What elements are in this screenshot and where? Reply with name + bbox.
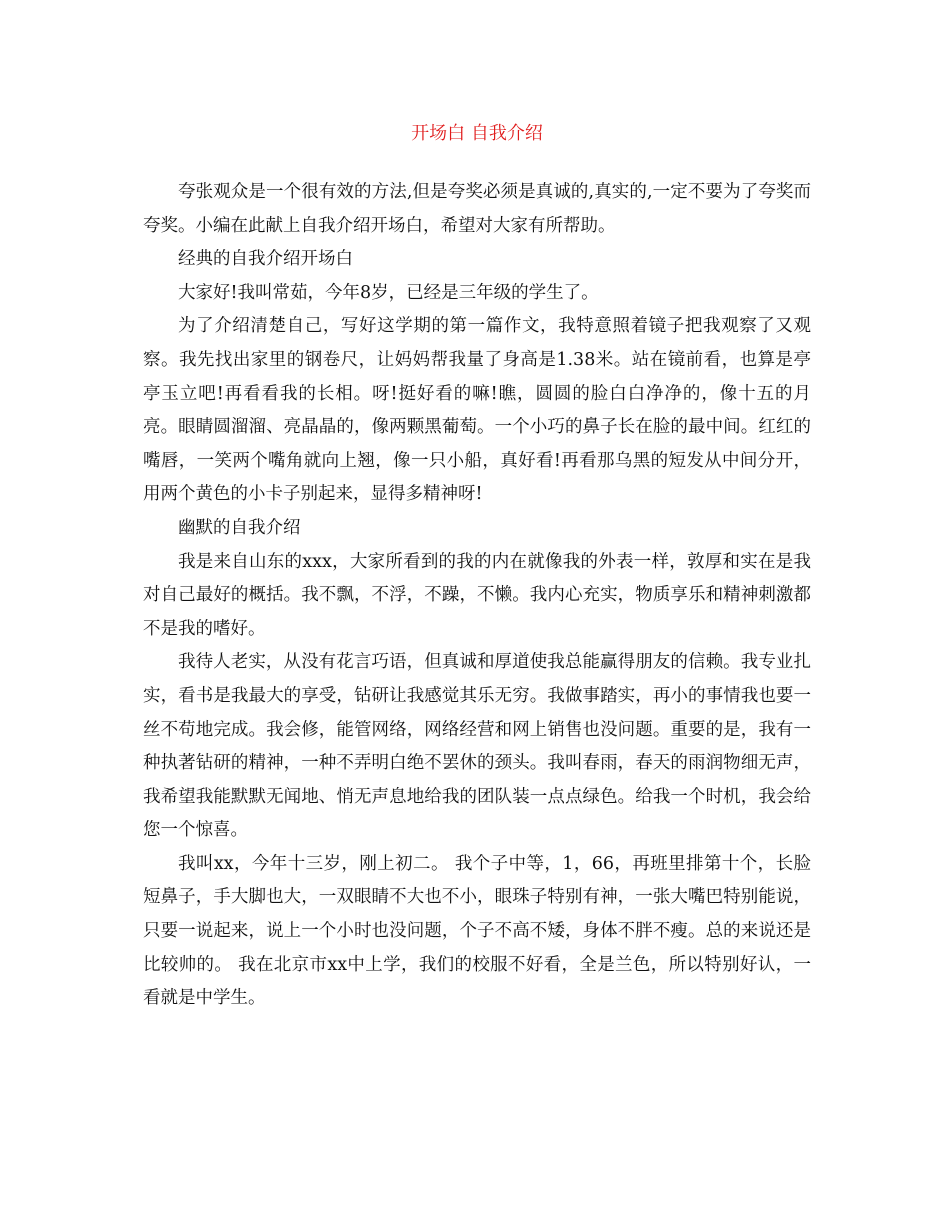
humorous-paragraph-3: 我叫xx，今年十三岁，刚上初二。 我个子中等，1，66，再班里排第十个，长脸短鼻子，手大脚也大，一双眼睛不大也不小，眼珠子特别有神，一张大嘴巴特别能说，只要一说起来，说上一个小时也没问题，个子不高不矮，身体不胖不瘦。总的来说还是比较帅的。 我在北京市xx中上学，我们的校服不好看，全是兰色，所以特别好认，一看就是中学生。 [143, 853, 811, 1009]
humorous-paragraph-1: 我是来自山东的xxx，大家所看到的我的内在就像我的外表一样，敦厚和实在是我对自己最好的概括。我不飘，不浮，不躁，不懒。我内心充实，物质享乐和精神刺激都不是我的嗜好。 [143, 551, 811, 639]
section-heading-humorous: 幽默的自我介绍 [178, 517, 301, 538]
document-title: 开场白 自我介绍 [411, 123, 543, 144]
classic-description-paragraph: 为了介绍清楚自己，写好这学期的第一篇作文，我特意照着镜子把我观察了又观察。我先找出家里的钢卷尺，让妈妈帮我量了身高是1.38米。站在镜前看，也算是亭亭玉立吧!再看看我的长相。呀!挺好看的嘛!瞧，圆圆的脸白白净净的，像十五的月亮。眼睛圆溜溜、亮晶晶的，像两颗黑葡萄。一个小巧的鼻子长在脸的最中间。红红的嘴唇，一笑两个嘴角就向上翘，像一只小船，真好看!再看那乌黑的短发从中间分开，用两个黄色的小卡子别起来，显得多精神呀! [143, 316, 811, 505]
intro-paragraph: 夸张观众是一个很有效的方法,但是夸奖必须是真诚的,真实的,一定不要为了夸奖而夸奖。小编在此献上自我介绍开场白，希望对大家有所帮助。 [143, 182, 811, 236]
classic-greeting-paragraph: 大家好!我叫常茹，今年8岁，已经是三年级的学生了。 [178, 282, 599, 303]
humorous-paragraph-2: 我待人老实，从没有花言巧语，但真诚和厚道使我总能赢得朋友的信赖。我专业扎实，看书是我最大的享受，钻研让我感觉其乐无穷。我做事踏实，再小的事情我也要一丝不苟地完成。我会修，能管网络，网络经营和网上销售也没问题。重要的是，我有一种执著钻研的精神，一种不弄明白绝不罢休的颈头。我叫春雨，春天的雨润物细无声，我希望我能默默无闻地、悄无声息地给我的团队装一点点绿色。给我一个时机，我会给您一个惊喜。 [143, 652, 811, 841]
section-heading-classic: 经典的自我介绍开场白 [178, 249, 353, 270]
document-page [143, 118, 811, 1016]
